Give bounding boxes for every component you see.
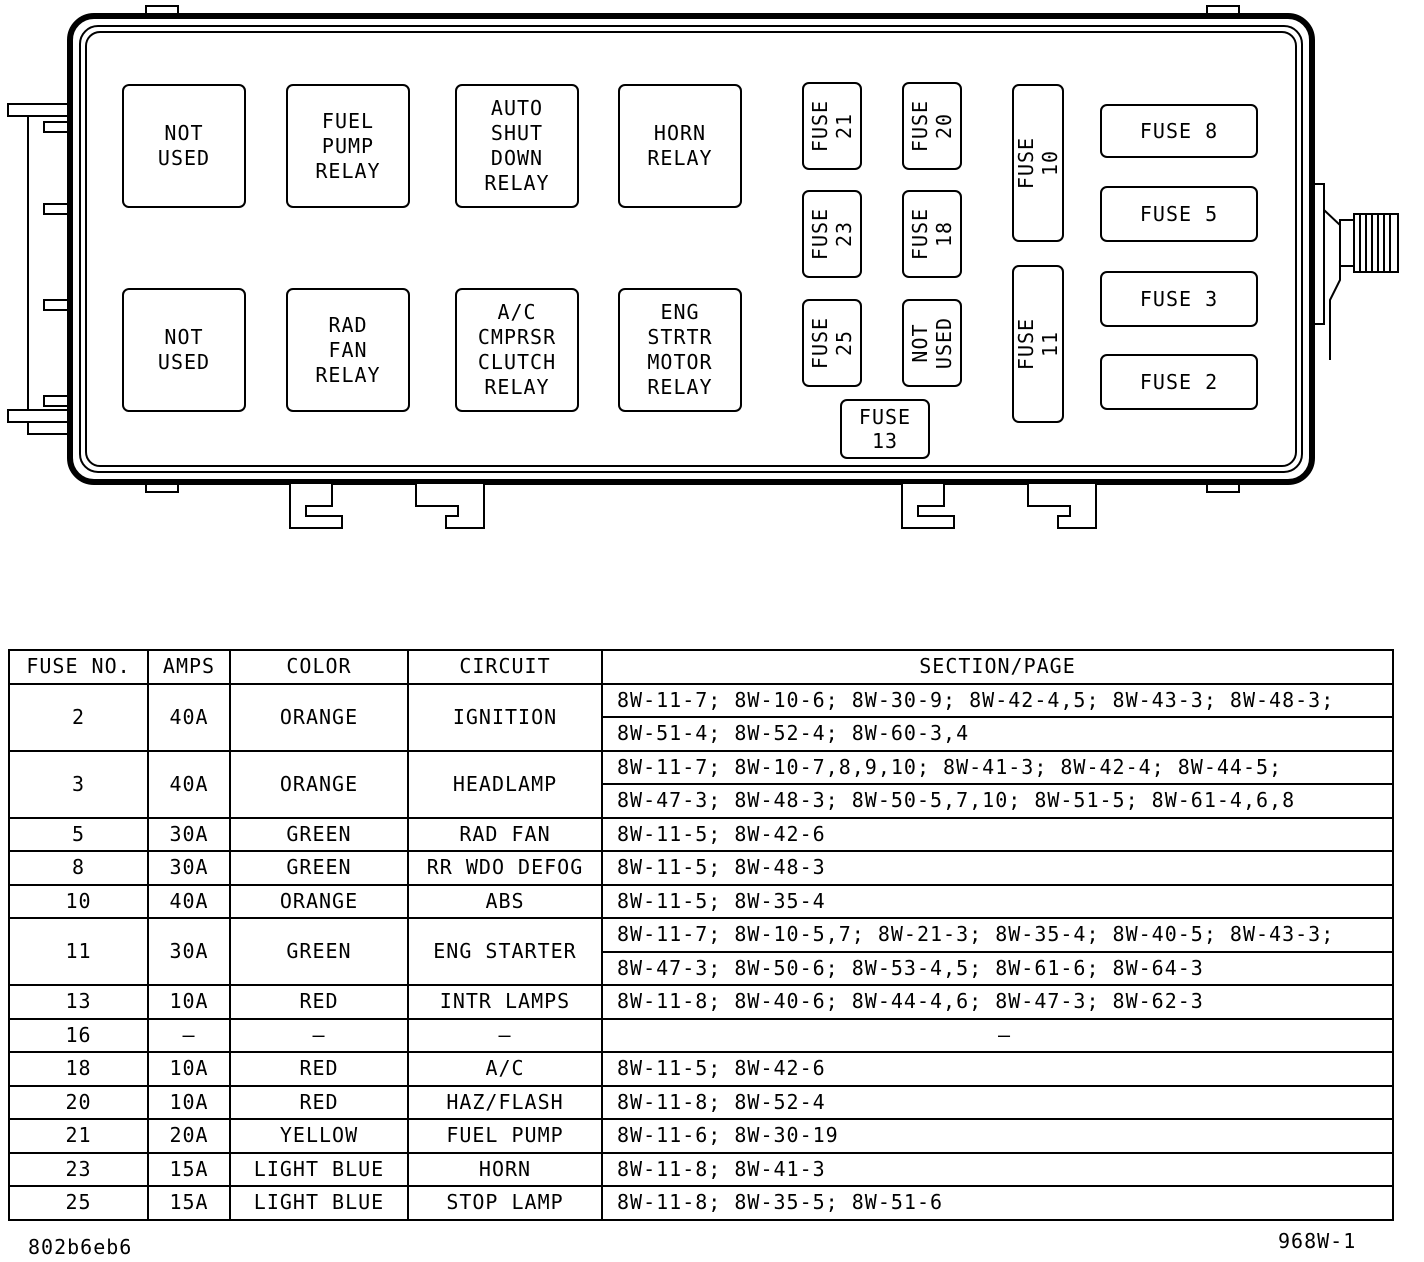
cell-color: YELLOW bbox=[230, 1119, 408, 1153]
relay-auto-shut-down: AUTO SHUT DOWN RELAY bbox=[455, 84, 579, 208]
cell-section-page: 8W-11-8; 8W-35-5; 8W-51-6 bbox=[602, 1186, 1393, 1220]
cell-circuit: ABS bbox=[408, 885, 602, 919]
cell-amps: 10A bbox=[148, 1052, 230, 1086]
cell-section-page: 8W-47-3; 8W-50-6; 8W-53-4,5; 8W-61-6; 8W-64-3 bbox=[602, 952, 1393, 986]
cell-circuit: A/C bbox=[408, 1052, 602, 1086]
fuse-25-label: FUSE 25 bbox=[808, 316, 856, 370]
cell-color: ORANGE bbox=[230, 885, 408, 919]
relay-rad-fan: RAD FAN RELAY bbox=[286, 288, 410, 412]
cell-color: LIGHT BLUE bbox=[230, 1153, 408, 1187]
fuse-2: FUSE 2 bbox=[1100, 354, 1258, 410]
cell-amps: – bbox=[148, 1019, 230, 1053]
cell-circuit: ENG STARTER bbox=[408, 918, 602, 985]
relay-ac-compressor-clutch: A/C CMPRSR CLUTCH RELAY bbox=[455, 288, 579, 412]
cell-fuse-no: 23 bbox=[9, 1153, 148, 1187]
cell-color: RED bbox=[230, 1052, 408, 1086]
cell-circuit: INTR LAMPS bbox=[408, 985, 602, 1019]
fuse-21 bbox=[802, 82, 862, 170]
cell-section-page: 8W-11-7; 8W-10-7,8,9,10; 8W-41-3; 8W-42-4; 8W-44-5; bbox=[602, 751, 1393, 785]
cell-amps: 20A bbox=[148, 1119, 230, 1153]
header-amps: AMPS bbox=[148, 650, 230, 684]
cell-color: LIGHT BLUE bbox=[230, 1186, 408, 1220]
fuse-18 bbox=[902, 190, 962, 278]
table-row bbox=[9, 1186, 1393, 1220]
cell-fuse-no: 21 bbox=[9, 1119, 148, 1153]
cell-color: ORANGE bbox=[230, 751, 408, 818]
cell-color: ORANGE bbox=[230, 684, 408, 751]
relay-horn: HORN RELAY bbox=[618, 84, 742, 208]
cell-color: GREEN bbox=[230, 851, 408, 885]
cell-fuse-no: 2 bbox=[9, 684, 148, 751]
fuse-8: FUSE 8 bbox=[1100, 104, 1258, 158]
cell-fuse-no: 16 bbox=[9, 1019, 148, 1053]
cell-amps: 15A bbox=[148, 1186, 230, 1220]
header-section-page: SECTION/PAGE bbox=[602, 650, 1393, 684]
footer-right-code: 968W-1 bbox=[1278, 1229, 1357, 1253]
cell-circuit: RAD FAN bbox=[408, 818, 602, 852]
cell-fuse-no: 11 bbox=[9, 918, 148, 985]
fuse-table bbox=[8, 649, 1394, 1221]
cell-circuit: HEADLAMP bbox=[408, 751, 602, 818]
cell-section-page: 8W-11-5; 8W-42-6 bbox=[602, 818, 1393, 852]
cell-fuse-no: 13 bbox=[9, 985, 148, 1019]
cell-fuse-no: 25 bbox=[9, 1186, 148, 1220]
fuse-18-label: FUSE 18 bbox=[908, 207, 956, 261]
fuse-20 bbox=[902, 82, 962, 170]
cell-amps: 10A bbox=[148, 985, 230, 1019]
cell-fuse-no: 18 bbox=[9, 1052, 148, 1086]
relay-not-used-top: NOT USED bbox=[122, 84, 246, 208]
cell-fuse-no: 10 bbox=[9, 885, 148, 919]
table-row bbox=[9, 751, 1393, 785]
cell-color: GREEN bbox=[230, 818, 408, 852]
table-row bbox=[9, 985, 1393, 1019]
table-row bbox=[9, 684, 1393, 718]
cell-amps: 30A bbox=[148, 918, 230, 985]
table-row bbox=[9, 1086, 1393, 1120]
footer-left-code: 802b6eb6 bbox=[28, 1235, 133, 1259]
fuse-21-label: FUSE 21 bbox=[808, 99, 856, 153]
table-header-row bbox=[9, 650, 1393, 684]
cell-circuit: IGNITION bbox=[408, 684, 602, 751]
cell-circuit: STOP LAMP bbox=[408, 1186, 602, 1220]
cell-circuit: HORN bbox=[408, 1153, 602, 1187]
table-row bbox=[9, 918, 1393, 952]
cell-section-page: 8W-11-5; 8W-48-3 bbox=[602, 851, 1393, 885]
cell-circuit: RR WDO DEFOG bbox=[408, 851, 602, 885]
cell-section-page: 8W-11-8; 8W-41-3 bbox=[602, 1153, 1393, 1187]
cell-color: RED bbox=[230, 1086, 408, 1120]
fuse-11 bbox=[1012, 265, 1064, 423]
cell-section-page: – bbox=[602, 1019, 1393, 1053]
fuse-25 bbox=[802, 299, 862, 387]
relay-fuel-pump: FUEL PUMP RELAY bbox=[286, 84, 410, 208]
table-row bbox=[9, 1052, 1393, 1086]
cell-section-page: 8W-11-8; 8W-52-4 bbox=[602, 1086, 1393, 1120]
header-color: COLOR bbox=[230, 650, 408, 684]
cell-section-page: 8W-11-6; 8W-30-19 bbox=[602, 1119, 1393, 1153]
cell-circuit: FUEL PUMP bbox=[408, 1119, 602, 1153]
cell-section-page: 8W-11-7; 8W-10-6; 8W-30-9; 8W-42-4,5; 8W-43-3; 8W-48-3; bbox=[602, 684, 1393, 718]
fuse-slot-not-used bbox=[902, 299, 962, 387]
fuse-11-label: FUSE 11 bbox=[1014, 317, 1062, 371]
cell-color: – bbox=[230, 1019, 408, 1053]
table-row bbox=[9, 1019, 1393, 1053]
fuse-slot-not-used-label: NOT USED bbox=[908, 316, 956, 370]
fuse-23 bbox=[802, 190, 862, 278]
cell-amps: 40A bbox=[148, 751, 230, 818]
cell-amps: 40A bbox=[148, 885, 230, 919]
fuse-13: FUSE 13 bbox=[840, 399, 930, 459]
cell-fuse-no: 5 bbox=[9, 818, 148, 852]
table-row bbox=[9, 1119, 1393, 1153]
cell-circuit: HAZ/FLASH bbox=[408, 1086, 602, 1120]
cell-amps: 40A bbox=[148, 684, 230, 751]
cell-section-page: 8W-11-8; 8W-40-6; 8W-44-4,6; 8W-47-3; 8W-62-3 bbox=[602, 985, 1393, 1019]
relay-not-used-bottom: NOT USED bbox=[122, 288, 246, 412]
cell-amps: 30A bbox=[148, 818, 230, 852]
fuse-20-label: FUSE 20 bbox=[908, 99, 956, 153]
cell-amps: 15A bbox=[148, 1153, 230, 1187]
relay-engine-starter-motor: ENG STRTR MOTOR RELAY bbox=[618, 288, 742, 412]
cell-fuse-no: 3 bbox=[9, 751, 148, 818]
table-row bbox=[9, 818, 1393, 852]
cell-color: GREEN bbox=[230, 918, 408, 985]
cell-section-page: 8W-47-3; 8W-48-3; 8W-50-5,7,10; 8W-51-5; 8W-61-4,6,8 bbox=[602, 784, 1393, 818]
fuse-10-label: FUSE 10 bbox=[1014, 136, 1062, 190]
cell-section-page: 8W-11-5; 8W-35-4 bbox=[602, 885, 1393, 919]
fuse-3: FUSE 3 bbox=[1100, 271, 1258, 327]
header-circuit: CIRCUIT bbox=[408, 650, 602, 684]
table-row bbox=[9, 1153, 1393, 1187]
fuse-10 bbox=[1012, 84, 1064, 242]
table-row bbox=[9, 851, 1393, 885]
cell-fuse-no: 8 bbox=[9, 851, 148, 885]
cell-circuit: – bbox=[408, 1019, 602, 1053]
fuse-23-label: FUSE 23 bbox=[808, 207, 856, 261]
header-fuse-no: FUSE NO. bbox=[9, 650, 148, 684]
fuse-5: FUSE 5 bbox=[1100, 186, 1258, 242]
cell-amps: 30A bbox=[148, 851, 230, 885]
cell-amps: 10A bbox=[148, 1086, 230, 1120]
cell-fuse-no: 20 bbox=[9, 1086, 148, 1120]
cell-color: RED bbox=[230, 985, 408, 1019]
cell-section-page: 8W-11-7; 8W-10-5,7; 8W-21-3; 8W-35-4; 8W-40-5; 8W-43-3; bbox=[602, 918, 1393, 952]
cell-section-page: 8W-51-4; 8W-52-4; 8W-60-3,4 bbox=[602, 717, 1393, 751]
cell-section-page: 8W-11-5; 8W-42-6 bbox=[602, 1052, 1393, 1086]
table-row bbox=[9, 885, 1393, 919]
